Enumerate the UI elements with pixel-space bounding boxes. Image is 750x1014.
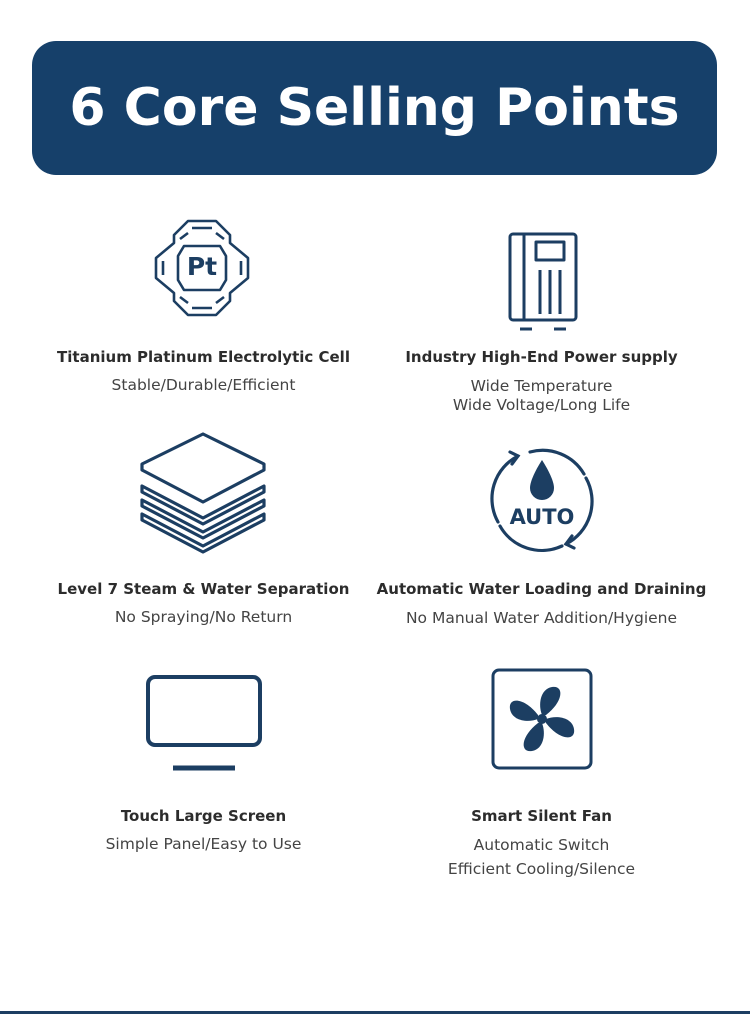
feature-line: Automatic Switch <box>473 836 610 854</box>
page-title: 6 Core Selling Points <box>69 78 680 138</box>
stacked-layers-icon <box>138 430 268 558</box>
monitor-screen-icon <box>145 674 263 774</box>
auto-label: AUTO <box>509 505 575 529</box>
feature-line: Wide Temperature <box>470 377 613 395</box>
feature-title: Touch Large Screen <box>120 807 287 825</box>
feature-title: Automatic Water Loading and Draining <box>376 580 707 598</box>
auto-water-cycle-icon <box>488 446 596 554</box>
feature-line: No Spraying/No Return <box>114 608 293 626</box>
feature-line: Efficient Cooling/Silence <box>447 860 636 878</box>
platinum-molecule-icon <box>150 216 254 320</box>
feature-title: Level 7 Steam & Water Separation <box>57 580 350 598</box>
feature-title: Smart Silent Fan <box>471 807 612 825</box>
feature-line: Wide Voltage/Long Life <box>452 396 631 414</box>
platinum-symbol: Pt <box>186 252 218 281</box>
feature-title: Titanium Platinum Electrolytic Cell <box>57 348 350 366</box>
header-banner <box>32 41 717 175</box>
feature-line: Simple Panel/Easy to Use <box>105 835 302 853</box>
feature-title: Industry High-End Power supply <box>405 348 678 366</box>
power-supply-icon <box>504 230 582 334</box>
feature-line: Stable/Durable/Efficient <box>111 376 296 394</box>
feature-line: No Manual Water Addition/Hygiene <box>405 609 678 627</box>
fan-icon <box>490 667 594 771</box>
